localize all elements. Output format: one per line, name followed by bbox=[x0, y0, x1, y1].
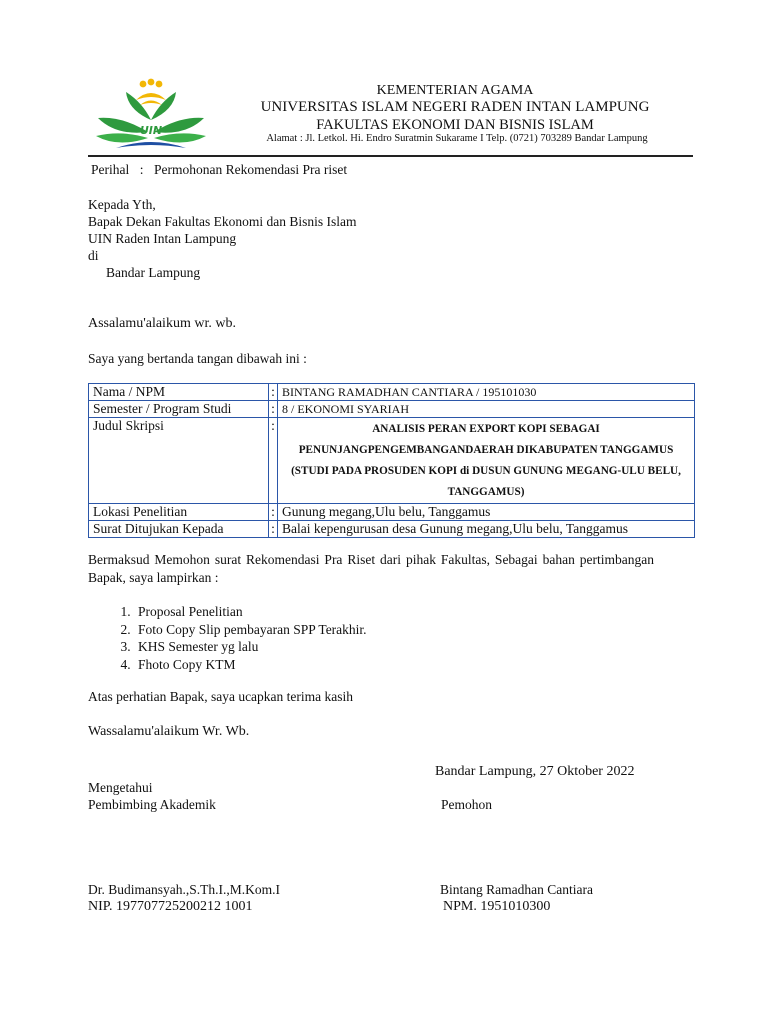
student-info-table bbox=[88, 383, 695, 538]
row-value: 8 / EKONOMI SYARIAH bbox=[278, 401, 695, 418]
table-row bbox=[89, 418, 695, 504]
attachment-list bbox=[88, 603, 367, 673]
thesis-title-line: (STUDI PADA PROSUDEN KOPI di DUSUN GUNUNG MEGANG-ULU BELU, bbox=[291, 465, 681, 477]
ministry-name: KEMENTERIAN AGAMA bbox=[376, 83, 534, 98]
subject-colon: : bbox=[139, 162, 144, 177]
recipient-line: Bapak Dekan Fakultas Ekonomi dan Bisnis Islam bbox=[88, 214, 357, 229]
thesis-title bbox=[278, 418, 695, 504]
row-label: Nama / NPM bbox=[89, 384, 269, 401]
row-label: Judul Skripsi bbox=[89, 418, 269, 504]
row-colon: : bbox=[269, 418, 278, 504]
faculty-name: FAKULTAS EKONOMI DAN BISNIS ISLAM bbox=[316, 117, 594, 133]
list-item: 1. Proposal Penelitian bbox=[134, 603, 367, 621]
row-colon: : bbox=[269, 401, 278, 418]
list-item: 2. Foto Copy Slip pembayaran SPP Terakhir. bbox=[134, 621, 367, 639]
recipient-line: di bbox=[88, 248, 99, 263]
advisor-name: Dr. Budimansyah.,S.Th.I.,M.Kom.I bbox=[88, 882, 280, 897]
university-name: UNIVERSITAS ISLAM NEGERI RADEN INTAN LAMPUNG bbox=[260, 99, 650, 115]
table-row bbox=[89, 384, 695, 401]
subject-value: Permohonan Rekomendasi Pra riset bbox=[154, 162, 348, 177]
sign-left-line1: Mengetahui bbox=[88, 780, 153, 795]
subject-label: Perihal bbox=[91, 162, 130, 177]
row-colon: : bbox=[269, 384, 278, 401]
closing-salutation: Wassalamu'alaikum Wr. Wb. bbox=[88, 724, 250, 739]
applicant-name: Bintang Ramadhan Cantiara bbox=[440, 882, 593, 897]
row-value: BINTANG RAMADHAN CANTIARA / 195101030 bbox=[278, 384, 695, 401]
place-date: Bandar Lampung, 27 Oktober 2022 bbox=[435, 764, 635, 779]
recipient-line: Kepada Yth, bbox=[88, 197, 156, 212]
row-value: Gunung megang,Ulu belu, Tanggamus bbox=[278, 504, 695, 521]
logo-text: UIN bbox=[139, 124, 163, 137]
row-label: Semester / Program Studi bbox=[89, 401, 269, 418]
request-paragraph: Bermaksud Memohon surat Rekomendasi Pra Riset dari pihak Fakultas, Sebagai bahan pertimbangan Bapak, saya lampirkan : bbox=[88, 552, 654, 585]
row-colon: : bbox=[269, 504, 278, 521]
table-row bbox=[89, 504, 695, 521]
row-label: Surat Ditujukan Kepada bbox=[89, 521, 269, 538]
sign-left-role: Pembimbing Akademik bbox=[88, 797, 216, 812]
thesis-title-line: PENUNJANGPENGEMBANGANDAERAH DIKABUPATEN TANGGAMUS bbox=[298, 444, 674, 456]
faculty-address: Alamat : Jl. Letkol. Hi. Endro Suratmin Sukarame I Telp. (0721) 703289 Bandar Lampung bbox=[266, 133, 648, 144]
row-label: Lokasi Penelitian bbox=[89, 504, 269, 521]
intro-text: Saya yang bertanda tangan dibawah ini : bbox=[88, 351, 307, 366]
table-row bbox=[89, 521, 695, 538]
recipient-line: UIN Raden Intan Lampung bbox=[88, 231, 237, 246]
applicant-npm: NPM. 1951010300 bbox=[443, 899, 551, 914]
list-item: 4. Fhoto Copy KTM bbox=[134, 656, 367, 674]
thesis-title-line: ANALISIS PERAN EXPORT KOPI SEBAGAI bbox=[372, 423, 600, 435]
university-logo bbox=[92, 78, 210, 154]
advisor-nip: NIP. 197707725200212 1001 bbox=[88, 899, 253, 914]
greeting: Assalamu'alaikum wr. wb. bbox=[88, 316, 236, 331]
recipient-line: Bandar Lampung bbox=[106, 265, 201, 280]
row-value: Balai kepengurusan desa Gunung megang,Ulu belu, Tanggamus bbox=[278, 521, 695, 538]
sign-right-role: Pemohon bbox=[441, 797, 493, 812]
row-colon: : bbox=[269, 521, 278, 538]
thanks-text: Atas perhatian Bapak, saya ucapkan terima kasih bbox=[88, 689, 354, 704]
subject-line bbox=[91, 162, 347, 178]
table-row bbox=[89, 401, 695, 418]
list-item: 3. KHS Semester yg lalu bbox=[134, 638, 367, 656]
letterhead-divider bbox=[88, 155, 693, 157]
thesis-title-line: TANGGAMUS) bbox=[447, 486, 525, 498]
